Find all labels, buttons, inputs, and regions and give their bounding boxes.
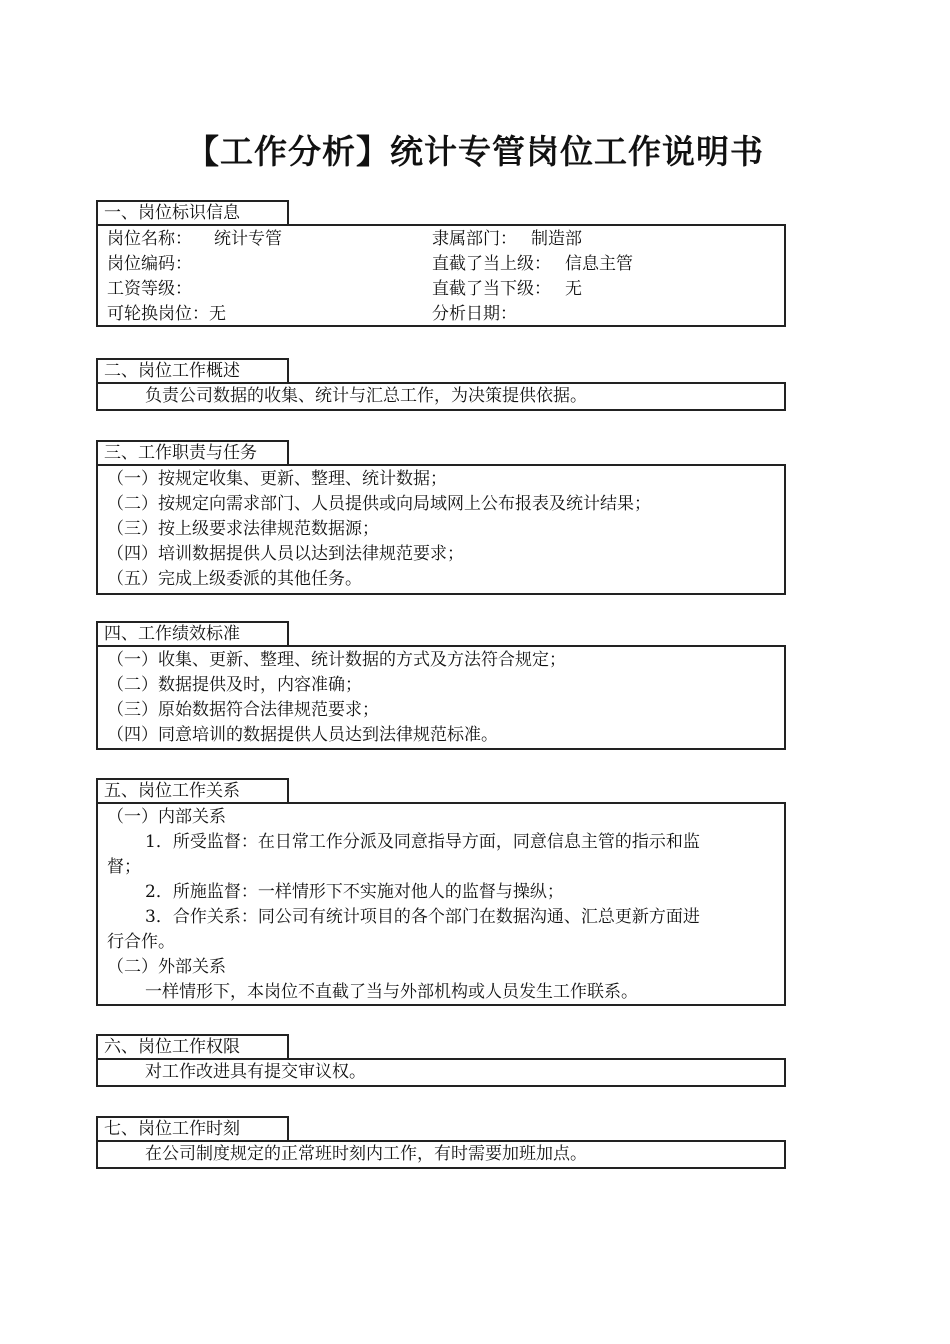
paragraph-continued: 督； — [107, 857, 141, 877]
paragraph: 1．所受监督：在日常工作分派及同意指导方面，同意信息主管的指示和监 — [145, 832, 700, 852]
document-title: 【工作分析】统计专管岗位工作说明书 — [186, 132, 764, 171]
paragraph: 一样情形下，本岗位不直截了当与外部机构或人员发生工作联系。 — [145, 982, 638, 1002]
internal-relations-heading: （一）内部关系 — [107, 807, 226, 827]
info-row — [107, 302, 776, 327]
paragraph-continued: 行合作。 — [107, 932, 175, 952]
info-row — [107, 227, 776, 252]
list-item: （五）完成上级委派的其他任务。 — [107, 569, 362, 589]
department-label: 隶属部门： — [432, 229, 517, 249]
section-heading: 一、岗位标识信息 — [96, 200, 289, 224]
section-authority — [96, 1034, 786, 1087]
section-relations — [96, 778, 786, 1006]
section-body — [96, 1140, 786, 1169]
subordinate-value: 无 — [565, 279, 582, 299]
paragraph: 3．合作关系：同公司有统计项目的各个部门在数据沟通、汇总更新方面进 — [145, 907, 700, 927]
external-relations-heading: （二）外部关系 — [107, 957, 226, 977]
section-performance — [96, 621, 786, 750]
section-body — [96, 1058, 786, 1087]
working-hours-text: 在公司制度规定的正常班时刻内工作，有时需要加班加点。 — [145, 1144, 587, 1164]
section-overview — [96, 358, 786, 411]
section-heading: 三、工作职责与任务 — [96, 440, 289, 464]
list-item: （三）原始数据符合法律规范要求； — [107, 700, 379, 720]
section-heading: 七、岗位工作时刻 — [96, 1116, 289, 1140]
section-duties — [96, 440, 786, 595]
section-heading: 六、岗位工作权限 — [96, 1034, 289, 1058]
section-heading: 四、工作绩效标准 — [96, 621, 289, 645]
section-body — [96, 464, 786, 595]
section-working-hours — [96, 1116, 786, 1169]
info-row — [107, 277, 776, 302]
list-item: （四）同意培训的数据提供人员达到法律规范标准。 — [107, 725, 498, 745]
salary-grade-label: 工资等级： — [107, 279, 192, 299]
list-item: （一）按规定收集、更新、整理、统计数据； — [107, 469, 447, 489]
section-body — [96, 645, 786, 750]
section-heading: 二、岗位工作概述 — [96, 358, 289, 382]
section-body — [96, 382, 786, 411]
section-body — [96, 802, 786, 1006]
list-item: （四）培训数据提供人员以达到法律规范要求； — [107, 544, 464, 564]
department-value: 制造部 — [531, 229, 582, 249]
rotation-position: 可轮换岗位：无 — [107, 304, 226, 324]
section-position-info — [96, 200, 786, 327]
list-item: （二）数据提供及时，内容准确； — [107, 675, 362, 695]
section-heading: 五、岗位工作关系 — [96, 778, 289, 802]
analysis-date-label: 分析日期： — [432, 304, 517, 324]
superior-label: 直截了当上级： — [432, 254, 551, 274]
authority-text: 对工作改进具有提交审议权。 — [145, 1062, 366, 1082]
position-code-label: 岗位编码： — [107, 254, 192, 274]
paragraph: 2．所施监督：一样情形下不实施对他人的监督与操纵； — [145, 882, 564, 902]
position-name-label: 岗位名称： — [107, 229, 192, 249]
info-row — [107, 252, 776, 277]
overview-text: 负责公司数据的收集、统计与汇总工作，为决策提供依据。 — [145, 386, 587, 406]
superior-value: 信息主管 — [565, 254, 633, 274]
position-name-value: 统计专管 — [214, 229, 282, 249]
list-item: （一）收集、更新、整理、统计数据的方式及方法符合规定； — [107, 650, 566, 670]
list-item: （二）按规定向需求部门、人员提供或向局域网上公布报表及统计结果； — [107, 494, 651, 514]
subordinate-label: 直截了当下级： — [432, 279, 551, 299]
list-item: （三）按上级要求法律规范数据源； — [107, 519, 379, 539]
section-body — [96, 224, 786, 327]
